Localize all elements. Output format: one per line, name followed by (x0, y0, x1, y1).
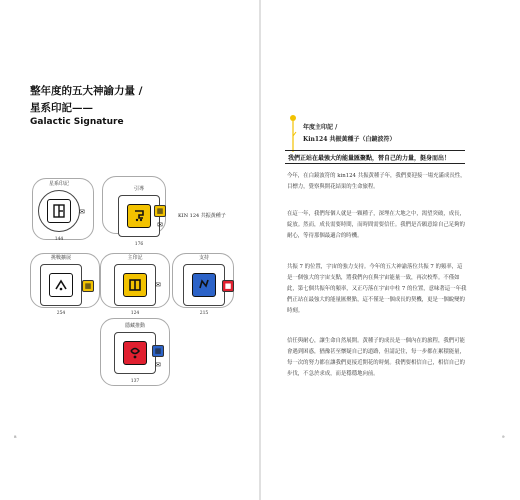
paragraph: 信任與耐心，讓生命自然展開。黃種子的成長是一個內在的旅程，我們可能會遇到困惑，猶豫甚至懷疑自己的道路，但請記住，每一步都在累積能量，每一次的努力都在讓我們更接近開花的時刻。我們要相信自己，相信自己的步伐，不急於求成，而是穩穩地向前。 (287, 338, 465, 377)
occult-number: 137 (130, 379, 140, 384)
envelope-icon: ✉ (79, 208, 85, 216)
title-line-2: 星系印記—— (30, 102, 93, 114)
section-heading-line-1: 年度主印記 / (303, 124, 338, 131)
storm-glyph-icon (192, 273, 216, 297)
dragon-glyph-icon (123, 341, 147, 365)
analog-label: 支持 (198, 255, 209, 261)
bold-statement: 我們正站在最強大的能量匯聚點，替自己的力量，挺身而出！ (288, 155, 451, 162)
section-heading (303, 122, 395, 146)
seed-branch-icon (289, 112, 297, 152)
page-number-right: 9 (502, 434, 505, 439)
signature-number: 144 (54, 237, 64, 242)
destiny-number: 124 (130, 311, 140, 316)
antipode-card (40, 255, 82, 316)
guide-label: 引導 (133, 186, 144, 192)
tone-icon: ▦ (152, 345, 164, 357)
envelope-icon: ✉ (155, 361, 161, 369)
destiny-card (114, 255, 156, 316)
divider (285, 150, 465, 151)
title-line-1: 整年度的五大神諭力量 / (30, 85, 143, 97)
occult-card (114, 323, 156, 384)
seed-glyph-icon (127, 204, 151, 228)
paragraph: 今年，在白鏡波符的 kin124 共振黃種子年，我們要迎接一場充滿成長性，目標力，覺察與開花結果的生命旅程。 (287, 173, 466, 190)
page-title (30, 83, 143, 117)
destiny-label: 主印記 (127, 255, 143, 261)
mirror-glyph-icon (47, 199, 71, 223)
page-number-left: 8 (14, 434, 17, 439)
seed-glyph-icon (123, 273, 147, 297)
section-heading-line-2: Kin124 共振黃種子（白鏡波符） (303, 136, 396, 143)
kin-label: KIN 124 共振黃種子 (178, 213, 226, 219)
signature-card (38, 181, 80, 242)
antipode-label: 挑戰擴展 (50, 255, 71, 261)
signature-label: 星系印記 (48, 181, 69, 187)
tone-red-icon: ■ (222, 280, 234, 292)
page-subtitle: Galactic Signature (30, 117, 124, 127)
envelope-icon: ✉ (155, 281, 161, 289)
analog-card (183, 255, 225, 316)
left-page (0, 0, 259, 500)
antipode-number: 254 (56, 311, 66, 316)
analog-number: 215 (199, 311, 209, 316)
right-page (261, 0, 520, 500)
wind-glyph-icon (49, 273, 73, 297)
paragraph: 在這一年，我們每個人就是一顆種子，深埋在大地之中，渴望突破，成長，綻放。然而，成長需要時間，而時間需要信任。我們是否願意給自己足夠的耐心，等待那個最適合的時機。 (287, 211, 465, 239)
envelope-icon: ✉ (157, 221, 163, 229)
tone-icon: ▦ (82, 280, 94, 292)
occult-label: 隱藏推動 (124, 323, 145, 329)
seed-tone-icon: ▦ (154, 205, 166, 217)
divider (285, 163, 465, 164)
guide-number: 176 (134, 242, 144, 247)
paragraph: 共振 7 的位置，宇宙的強力支持。今年的五大神諭落位共振 7 的頻率，這是一個強大的宇宙支點，將我們內在與宇宙能量一致，再次校準。不僅如此，第七個共振年的頻率，又正巧落在宇宙中柱 7 的位置，意味著這一年我們正站在最強大的能量匯聚點，這不僅是一個成長的契機，更是一個蛻變的時刻。 (287, 264, 467, 314)
